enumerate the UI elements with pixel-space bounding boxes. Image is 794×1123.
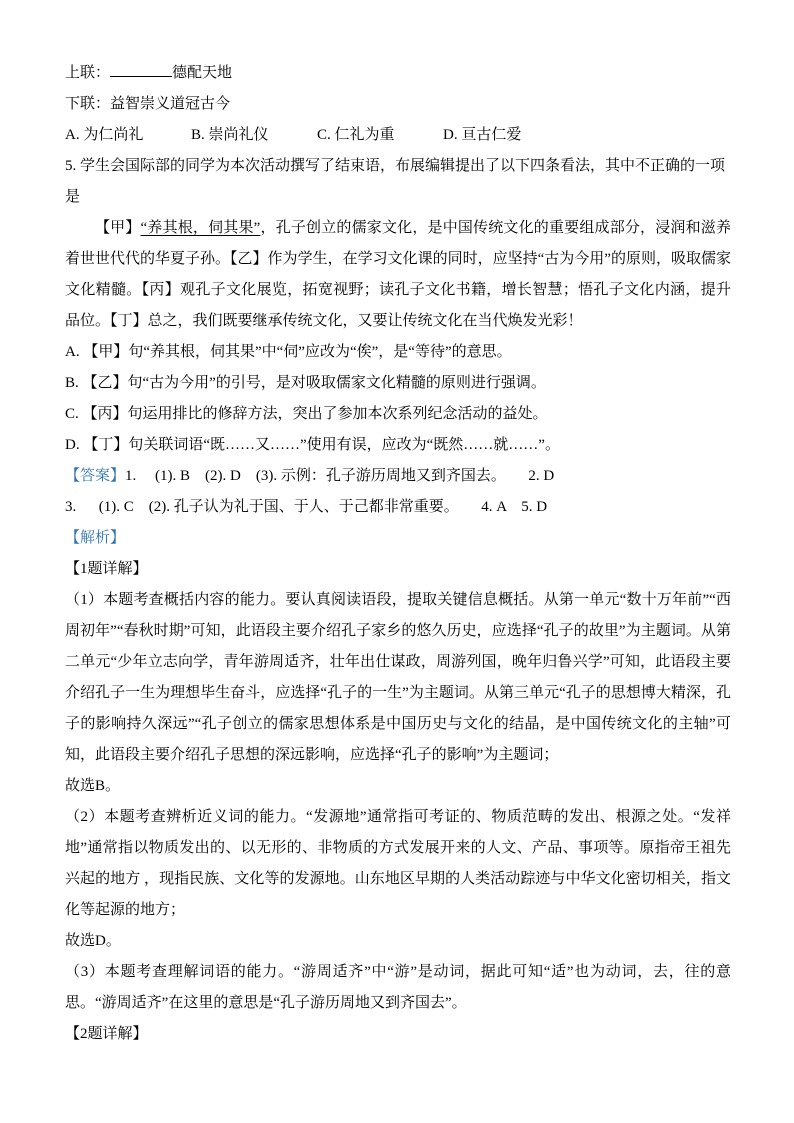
analysis-paragraph-3: （3）本题考查理解词语的能力。“游周适齐”中“游”是动词，据此可知“适”也为动词，去，往的意思。“游周适齐”在这里的意思是“孔子游历周地又到齐国去”。 (65, 964, 731, 1011)
q2-detail-header: 【2题详解】 (65, 1026, 148, 1042)
analysis-p1-conclusion: 故选B。 (65, 778, 121, 794)
q5-option-a: A. 【甲】句“养其根，伺其果”中“伺”应改为“俟”，是“等待”的意思。 (65, 344, 512, 360)
couplet-upper-line (65, 58, 731, 89)
q4-option-b: B. 崇尚礼仪 (191, 127, 269, 143)
couplet-upper-label: 上联： (65, 65, 111, 81)
q5-passage-prefix: 【甲】 (95, 220, 141, 236)
answer-label: 【答案】 (65, 468, 126, 484)
analysis-label: 【解析】 (65, 530, 126, 546)
q4-option-d: D. 亘古仁爱 (443, 127, 522, 143)
q5-option-c: C. 【丙】句运用排比的修辞方法，突出了参加本次系列纪念活动的益处。 (65, 406, 548, 422)
answer-line-2: 3. (1). C (2). 孔子认为礼于国、于人、于己都非常重要。 4. A 5. D (65, 499, 548, 515)
q5-option-b: B. 【乙】句“古为今用”的引号，是对吸取儒家文化精髓的原则进行强调。 (65, 375, 546, 391)
q5-stem: 5. 学生会国际部的同学为本次活动撰写了结束语，布展编辑提出了以下四条看法，其中不正确的一项是 (65, 158, 726, 205)
q5-passage (65, 213, 731, 337)
q4-options-row (65, 120, 731, 151)
q4-option-c: C. 仁礼为重 (317, 127, 395, 143)
q5-option-d: D. 【丁】句关联词语“既……又……”使用有误，应改为“既然……就……”。 (65, 437, 560, 453)
analysis-paragraph-1: （1）本题考查概括内容的能力。要认真阅读语段，提取关键信息概括。从第一单元“数十万年前”“西周初年”“春秋时期”可知，此语段主要介绍孔子家乡的悠久历史，应选择“孔子的故里”为主题词。从第二单元“少年立志向学，青年游周适齐，壮年出仕谋政，周游列国，晚年归鲁兴学”可知，此语段主要介绍孔子一生为理想毕生奋斗，应选择“孔子的一生”为主题词。从第三单元“孔子的思想博大精深，孔子的影响持久深远”“孔子创立的儒家思想体系是中国历史与文化的结晶，是中国传统文化的主轴”可知，此语段主要介绍孔子思想的深远影响，应选择“孔子的影响”为主题词； (65, 592, 731, 763)
blank-underline (110, 62, 172, 77)
q5-passage-rest: ，孔子创立的儒家文化，是中国传统文化的重要组成部分，浸润和滋养着世世代代的华夏子孙。【乙】作为学生，在学习文化课的同时，应坚持“古为今用”的原则，吸取儒家文化精髓。【丙】观孔子文化展览，拓宽视野；读孔子文化书籍，增长智慧；悟孔子文化内涵，提升品位。【丁】总之，我们既要继承传统文化，又要让传统文化在当代焕发光彩！ (65, 220, 731, 329)
answer-line-1-text: 1. (1). B (2). D (3). 示例：孔子游历周地又到齐国去。 2. D (125, 468, 555, 484)
analysis-paragraph-2: （2）本题考查辨析近义词的能力。“发源地”通常指可考证的、物质范畴的发出、根源之处。“发祥地”通常指以物质发出的、以无形的、非物质的方式发展开来的人文、产品、事项等。原指帝王祖先兴起的地方 ，现指民族、文化等的发源地。山东地区早期的人类活动踪迹与中华文化密切相关，指文化等起源的地方； (65, 809, 731, 918)
couplet-lower-line: 下联：益智崇义道冠古今 (65, 96, 231, 112)
analysis-p2-conclusion: 故选D。 (65, 933, 121, 949)
q5-passage-underlined-phrase: “养其根，伺其果” (140, 220, 261, 236)
answer-line-1 (65, 461, 731, 492)
couplet-upper-text: 德配天地 (172, 65, 233, 81)
q1-detail-header: 【1题详解】 (65, 561, 148, 577)
q4-option-a: A. 为仁尚礼 (65, 127, 144, 143)
